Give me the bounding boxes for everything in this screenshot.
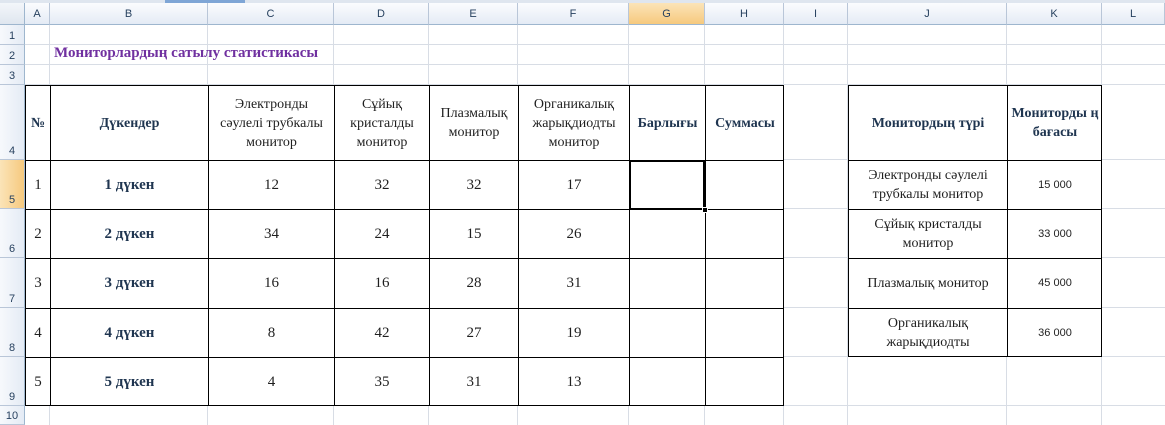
row-header-5[interactable]: 5 (0, 160, 25, 209)
table-cell-num[interactable]: 1 (25, 160, 50, 209)
table-cell-store[interactable]: 1 дүкен (50, 160, 208, 209)
table-cell-oled[interactable]: 17 (518, 160, 629, 209)
header-monitor-price[interactable]: Мониторды ң бағасы (1007, 85, 1102, 160)
header-num[interactable]: № (25, 85, 50, 160)
price-cell-price[interactable]: 45 000 (1007, 258, 1102, 308)
table-cell-sum[interactable] (705, 308, 784, 357)
table-cell-sum[interactable] (705, 357, 784, 406)
price-cell-price[interactable]: 33 000 (1007, 209, 1102, 258)
column-header-i[interactable]: I (784, 3, 848, 25)
table-cell-oled[interactable]: 13 (518, 357, 629, 406)
table-cell-store[interactable]: 5 дүкен (50, 357, 208, 406)
table-cell-lcd[interactable]: 32 (334, 160, 429, 209)
table-cell-store[interactable]: 4 дүкен (50, 308, 208, 357)
row-header-2[interactable]: 2 (0, 45, 25, 65)
header-plasma[interactable]: Плазмалық монитор (429, 85, 518, 160)
header-total[interactable]: Барлығы (629, 85, 705, 160)
table-cell-sum[interactable] (705, 160, 784, 209)
table-cell-oled[interactable]: 26 (518, 209, 629, 258)
table-cell-total[interactable] (629, 308, 705, 357)
table-cell-store[interactable]: 2 дүкен (50, 209, 208, 258)
column-header-c[interactable]: C (208, 3, 334, 25)
header-crt[interactable]: Электронды сәулелі трубкалы монитор (208, 85, 334, 160)
table-cell-plasma[interactable]: 31 (429, 357, 518, 406)
column-header-d[interactable]: D (334, 3, 429, 25)
table-cell-plasma[interactable]: 15 (429, 209, 518, 258)
table-cell-num[interactable]: 5 (25, 357, 50, 406)
table-cell-total[interactable] (629, 258, 705, 308)
table-cell-crt[interactable]: 4 (208, 357, 334, 406)
column-header-h[interactable]: H (705, 3, 784, 25)
price-cell-type[interactable]: Органикалық жарықдиодты (848, 308, 1007, 357)
active-cell-selection[interactable] (629, 160, 705, 210)
spreadsheet-grid[interactable] (0, 3, 1165, 425)
row-header-8[interactable]: 8 (0, 308, 25, 357)
price-cell-price[interactable]: 15 000 (1007, 160, 1102, 209)
column-header-j[interactable]: J (848, 3, 1007, 25)
fill-handle[interactable] (702, 207, 708, 213)
price-cell-price[interactable]: 36 000 (1007, 308, 1102, 357)
header-lcd[interactable]: Сұйық кристалды монитор (334, 85, 429, 160)
header-stores[interactable]: Дүкендер (50, 85, 208, 160)
header-sum[interactable]: Суммасы (705, 85, 784, 160)
column-header-g[interactable]: G (629, 3, 705, 25)
column-header-l[interactable]: L (1102, 3, 1165, 25)
row-header-1[interactable]: 1 (0, 25, 25, 45)
table-cell-num[interactable]: 3 (25, 258, 50, 308)
column-header-b[interactable]: B (50, 3, 208, 25)
row-header-6[interactable]: 6 (0, 209, 25, 258)
column-header-e[interactable]: E (429, 3, 518, 25)
sheet-title[interactable]: Мониторлардың сатылу статистикасы (54, 45, 319, 61)
table-cell-num[interactable]: 2 (25, 209, 50, 258)
table-cell-lcd[interactable]: 24 (334, 209, 429, 258)
table-cell-crt[interactable]: 8 (208, 308, 334, 357)
table-cell-plasma[interactable]: 28 (429, 258, 518, 308)
header-monitor-type[interactable]: Монитордың түрі (848, 85, 1007, 160)
price-cell-type[interactable]: Сұйық кристалды монитор (848, 209, 1007, 258)
table-cell-num[interactable]: 4 (25, 308, 50, 357)
table-cell-sum[interactable] (705, 209, 784, 258)
table-cell-sum[interactable] (705, 258, 784, 308)
column-header-f[interactable]: F (518, 3, 629, 25)
table-cell-plasma[interactable]: 32 (429, 160, 518, 209)
table-cell-plasma[interactable]: 27 (429, 308, 518, 357)
row-header-3[interactable]: 3 (0, 65, 25, 85)
column-header-a[interactable]: A (25, 3, 50, 25)
table-cell-total[interactable] (629, 357, 705, 406)
row-header-7[interactable]: 7 (0, 258, 25, 308)
table-cell-oled[interactable]: 31 (518, 258, 629, 308)
row-header-10[interactable]: 10 (0, 406, 25, 425)
table-cell-store[interactable]: 3 дүкен (50, 258, 208, 308)
price-cell-type[interactable]: Электронды сәулелі трубкалы монитор (848, 160, 1007, 209)
row-header-9[interactable]: 9 (0, 357, 25, 406)
table-cell-crt[interactable]: 34 (208, 209, 334, 258)
price-cell-type[interactable]: Плазмалық монитор (848, 258, 1007, 308)
table-cell-crt[interactable]: 12 (208, 160, 334, 209)
row-header-4[interactable]: 4 (0, 85, 25, 160)
table-cell-lcd[interactable]: 16 (334, 258, 429, 308)
table-cell-crt[interactable]: 16 (208, 258, 334, 308)
table-cell-lcd[interactable]: 42 (334, 308, 429, 357)
header-oled[interactable]: Органикалық жарықдиодты монитор (518, 85, 629, 160)
column-header-k[interactable]: K (1007, 3, 1102, 25)
table-cell-oled[interactable]: 19 (518, 308, 629, 357)
table-cell-total[interactable] (629, 209, 705, 258)
table-cell-lcd[interactable]: 35 (334, 357, 429, 406)
select-all-corner[interactable] (0, 3, 25, 25)
